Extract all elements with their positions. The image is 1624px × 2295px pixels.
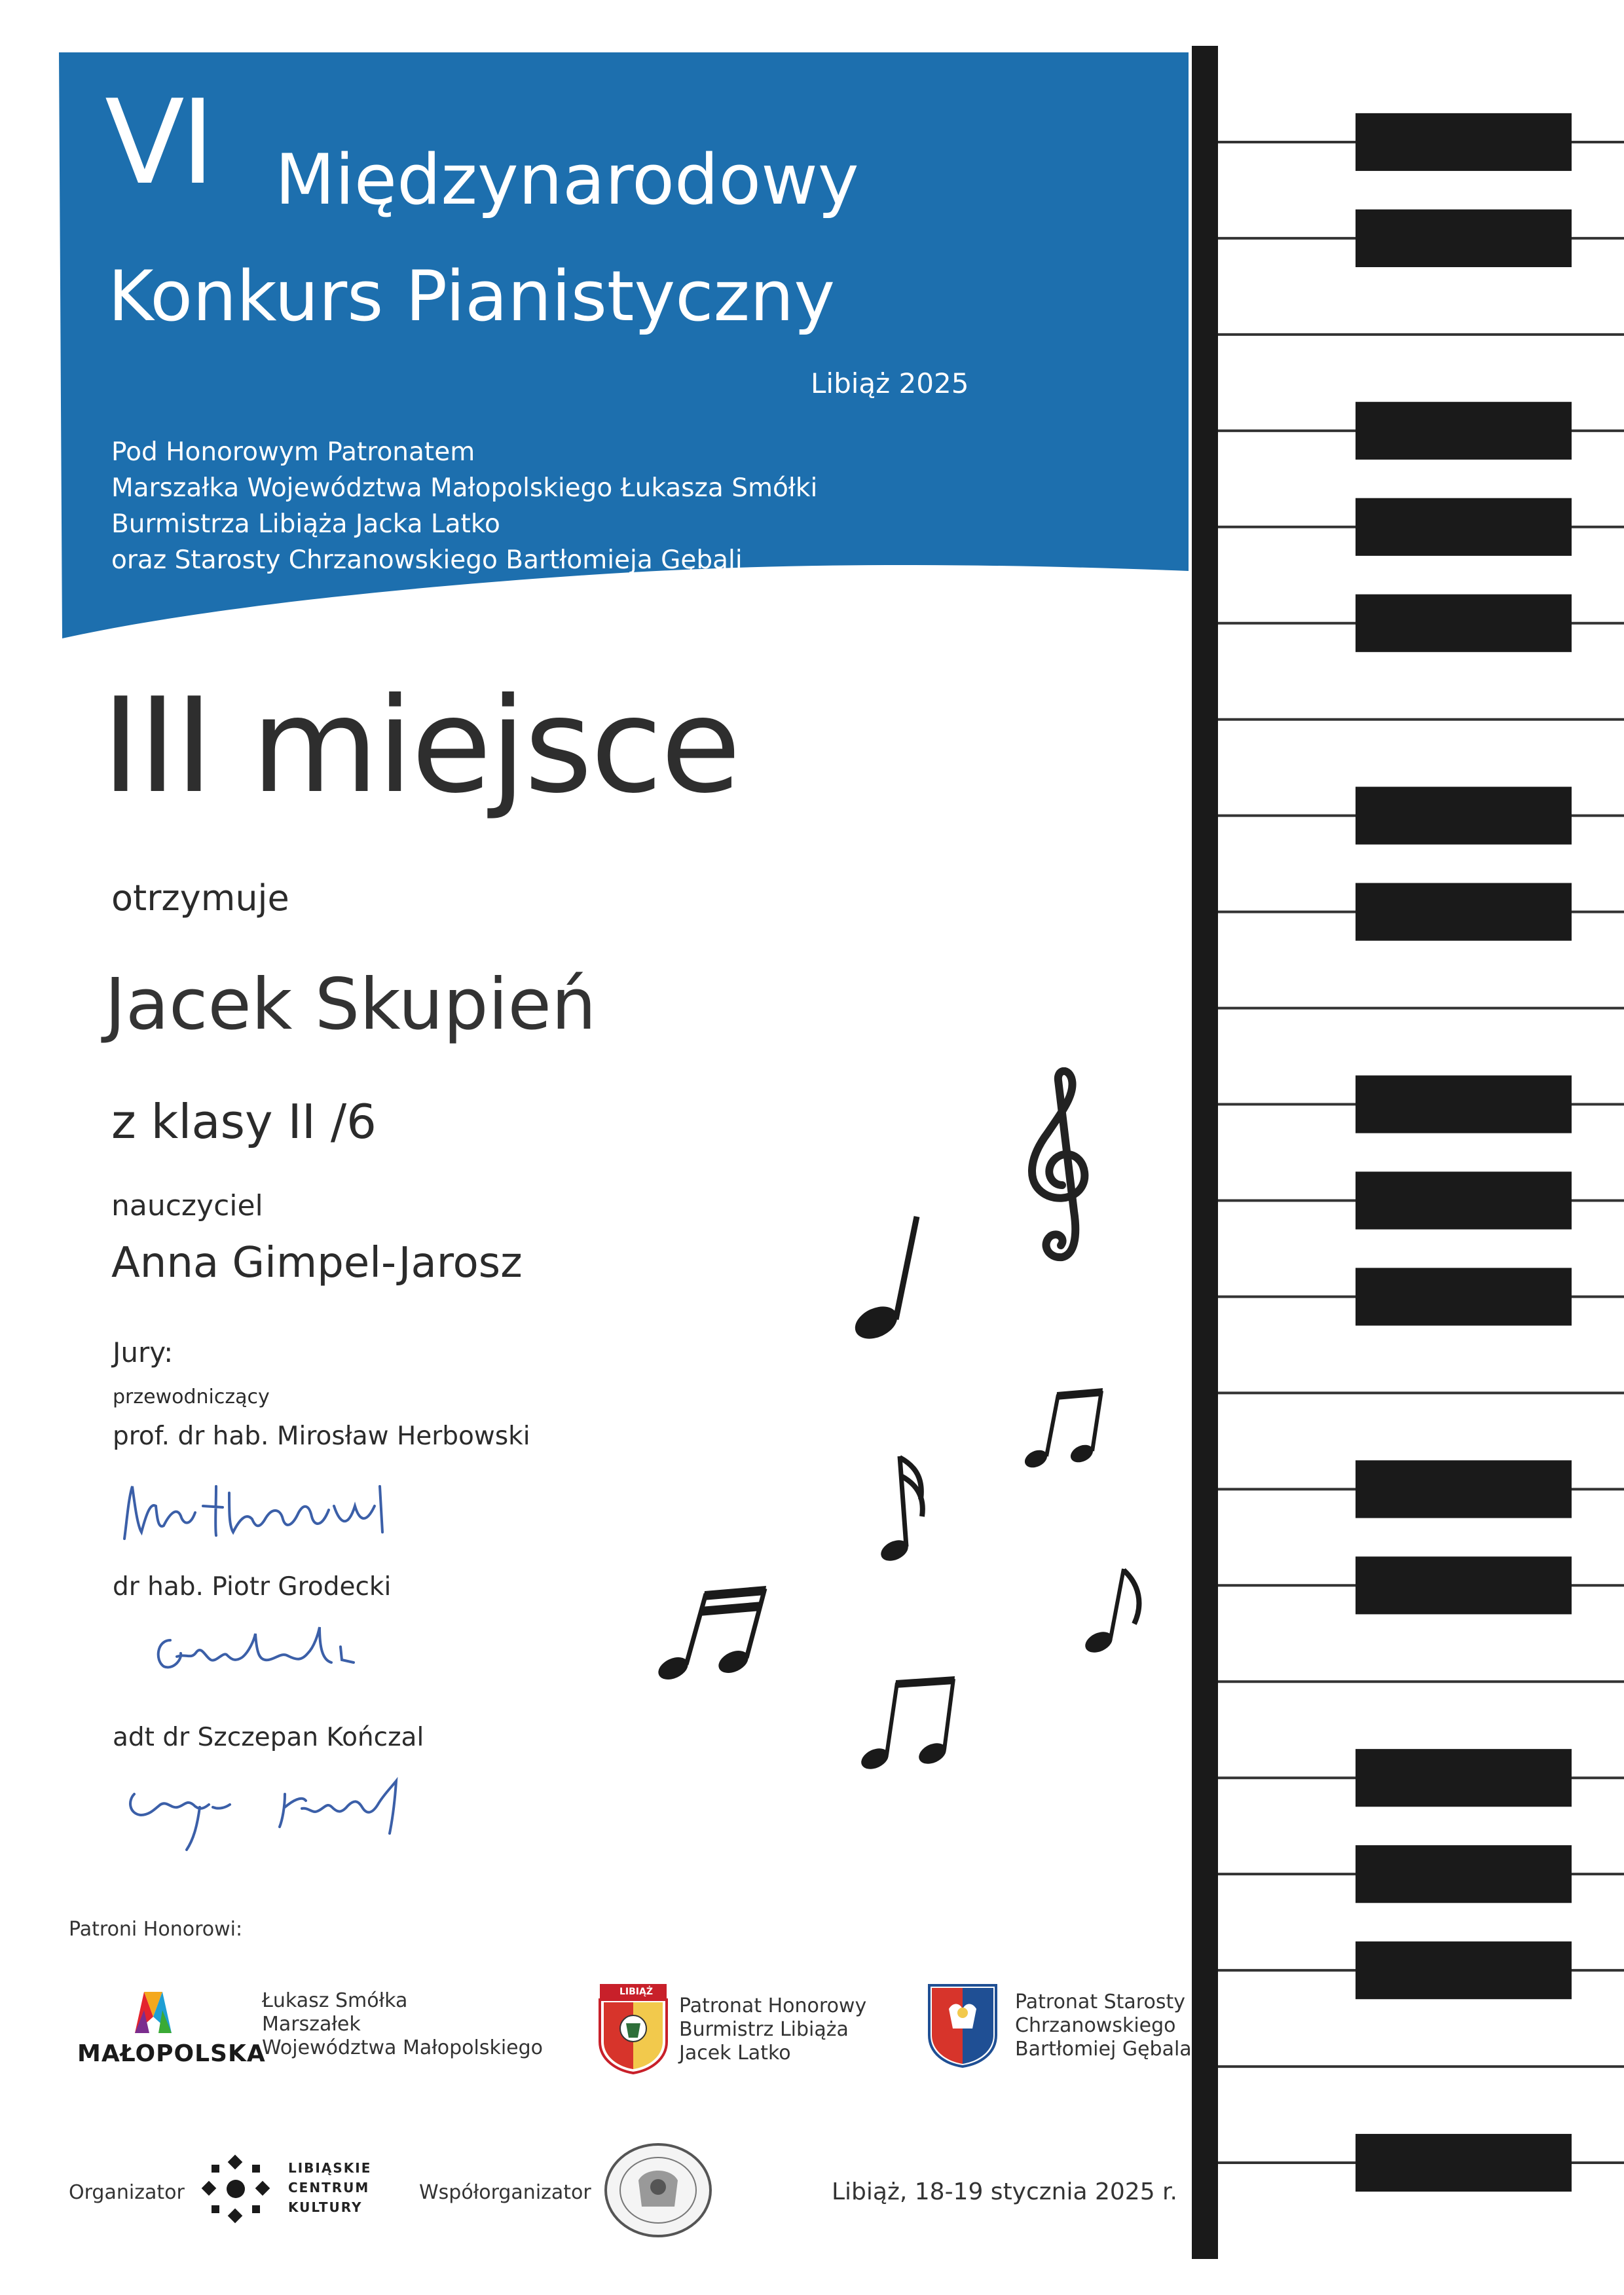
teacher-label: nauczyciel [111,1189,263,1222]
patron-1-line-1: Łukasz Smółka [262,1989,408,2012]
malopolska-logo [72,1984,266,2069]
treble-clef-icon [1022,1067,1100,1266]
piano-frame [1192,46,1218,2259]
event-date: Libiąż, 18-19 stycznia 2025 r. [832,2178,1177,2205]
jury-label: Jury: [113,1336,174,1368]
black-key [1356,2134,1572,2192]
beamed-eighth-notes-2-icon [858,1676,969,1777]
black-key [1356,1845,1572,1903]
black-key [1356,1171,1572,1229]
patron-3-line-2: Chrzanowskiego [1015,2014,1176,2037]
piano-keyboard [1192,46,1624,2259]
patron-1-line-2: Marszałek [262,2013,361,2036]
sixteenth-note-icon [871,1454,936,1568]
patron-3-line-1: Patronat Starosty [1015,1991,1185,2013]
black-key [1356,210,1572,267]
organizer-label: Organizator [69,2181,185,2204]
quarter-note-icon [851,1211,936,1345]
eighth-note-icon [1080,1565,1153,1659]
black-key [1356,1460,1572,1518]
title-line-1: Międzynarodowy [275,139,859,220]
recipient-name: Jacek Skupień [105,964,597,1046]
malopolska-logo-text: MAŁOPOLSKA [77,2040,266,2067]
receives-label: otrzymuje [111,877,289,919]
black-key [1356,1556,1572,1614]
jury-member-3: adt dr Szczepan Kończal [113,1723,424,1752]
title-line-2: Konkurs Pianistyczny [108,256,836,337]
teacher-name: Anna Gimpel-Jarosz [111,1239,523,1287]
patron-2-line-1: Patronat Honorowy [679,1994,867,2017]
patronage-line-2: Marszałka Województwa Małopolskiego Łukasza Smółki [111,473,818,503]
beamed-sixteenth-notes-icon [655,1585,779,1685]
patrons-label: Patroni Honorowi: [69,1918,243,1941]
patron-2-line-2: Burmistrz Libiąża [679,2018,849,2041]
black-key [1356,595,1572,652]
patron-3-line-3: Bartłomiej Gębala [1015,2038,1192,2061]
organizer-logo-line-1: LIBIĄSKIE [288,2160,372,2176]
signature-2 [151,1621,373,1689]
black-key [1356,1075,1572,1133]
black-key [1356,787,1572,845]
black-key [1356,402,1572,460]
libiaz-crest-text: LIBIĄŻ [619,1987,653,1997]
header-banner [0,0,1218,655]
patronage-line-1: Pod Honorowym Patronatem [111,437,475,467]
music-school-seal [602,2141,714,2239]
jury-member-1: prof. dr hab. Mirosław Herbowski [113,1422,530,1451]
beamed-eighth-notes-icon [1022,1388,1113,1476]
black-key [1356,1268,1572,1325]
award-place: III miejsce [101,670,739,822]
libiaz-crest [597,1983,669,2074]
black-key [1356,498,1572,556]
libiaz-culture-centre-logo [200,2153,272,2225]
jury-chair-label: przewodniczący [113,1386,270,1408]
patron-2-line-3: Jacek Latko [679,2042,791,2065]
organizer-logo-line-2: CENTRUM [288,2180,370,2195]
chrzanow-county-crest [927,1983,999,2068]
patronage-line-3: Burmistrza Libiąża Jacka Latko [111,509,500,539]
jury-member-2: dr hab. Piotr Grodecki [113,1572,392,1602]
signature-3 [121,1768,429,1862]
signature-1 [118,1467,406,1554]
patron-1-line-3: Województwa Małopolskiego [262,2036,544,2059]
black-key [1356,1941,1572,1999]
black-key [1356,113,1572,171]
patronage-line-4: oraz Starosty Chrzanowskiego Bartłomieja Gębali [111,545,743,575]
edition-roman-numeral: VI [105,75,212,210]
coorganizer-label: Współorganizator [419,2181,591,2204]
organizer-logo-line-3: KULTURY [288,2199,363,2215]
black-key [1356,883,1572,941]
place-year: Libiąż 2025 [811,367,969,399]
black-key [1356,1749,1572,1807]
class-label: z klasy II /6 [111,1094,377,1149]
